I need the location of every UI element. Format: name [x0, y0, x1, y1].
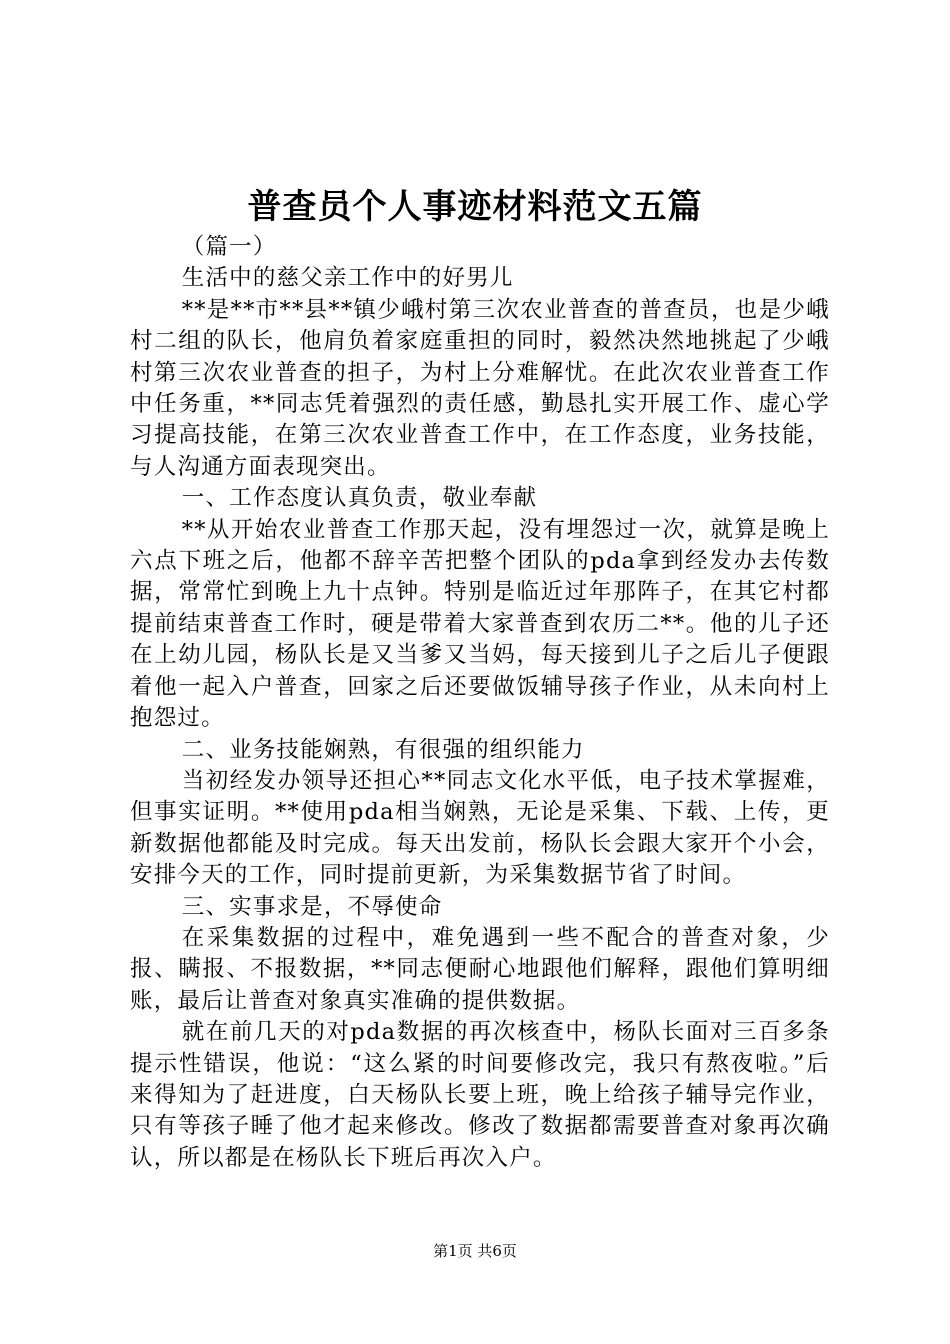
body-paragraph: 在采集数据的过程中，难免遇到一些不配合的普查对象，少报、瞒报、不报数据，**同志便耐心地跟他们解释，跟他们算明细账，最后让普查对象真实准确的提供数据。 [130, 924, 830, 1014]
document-title: 普查员个人事迹材料范文五篇 [247, 187, 703, 227]
body-paragraph: 当初经发办领导还担心**同志文化水平低，电子技术掌握难，但事实证明。**使用pda相当娴熟，无论是采集、下载、上传，更新数据他都能及时完成。每天出发前，杨队长会跟大家开个小会，安排今天的工作，同时提前更新，为采集数据节省了时间。 [130, 767, 830, 889]
page-number: 第1页 共6页 [433, 1242, 517, 1260]
body-paragraph: 就在前几天的对pda数据的再次核查中，杨队长面对三百多条提示性错误，他说：“这么紧的时间要修改完，我只有熬夜啦。”后来得知为了赶进度，白天杨队长要上班，晚上给孩子辅导完作业，只有等孩子睡了他才起来修改。修改了数据都需要普查对象再次确认，所以都是在杨队长下班后再次入户。 [130, 1019, 830, 1171]
section-heading-3: 三、实事求是，不辱使命 [181, 893, 443, 920]
body-paragraph: **是**市**县**镇少峨村第三次农业普查的普查员，也是少峨村二组的队长，他肩负着家庭重担的同时，毅然决然地挑起了少峨村第三次农业普查的担子，为村上分难解忧。在此次农业普查工作中任务重，**同志凭着强烈的责任感，勤恳扎实开展工作、虚心学习提高技能，在第三次农业普查工作中，在工作态度，业务技能，与人沟通方面表现突出。 [130, 296, 830, 480]
document-body [130, 232, 830, 1174]
section-heading-1: 一、工作态度认真负责，敬业奉献 [181, 485, 538, 512]
section-heading-2: 二、业务技能娴熟，有很强的组织能力 [181, 736, 585, 763]
subtitle: 生活中的慈父亲工作中的好男儿 [181, 265, 514, 292]
section-label: （篇一） [181, 234, 277, 260]
body-paragraph: **从开始农业普查工作那天起，没有埋怨过一次，就算是晚上六点下班之后，他都不辞辛苦把整个团队的pda拿到经发办去传数据，常常忙到晚上九十点钟。特别是临近过年那阵子，在其它村都提前结束普查工作时，硬是带着大家普查到农历二**。他的儿子还在上幼儿园，杨队长是又当爹又当妈，每天接到儿子之后儿子便跟着他一起入户普查，回家之后还要做饭辅导孩子作业，从未向村上抱怨过。 [130, 516, 830, 732]
